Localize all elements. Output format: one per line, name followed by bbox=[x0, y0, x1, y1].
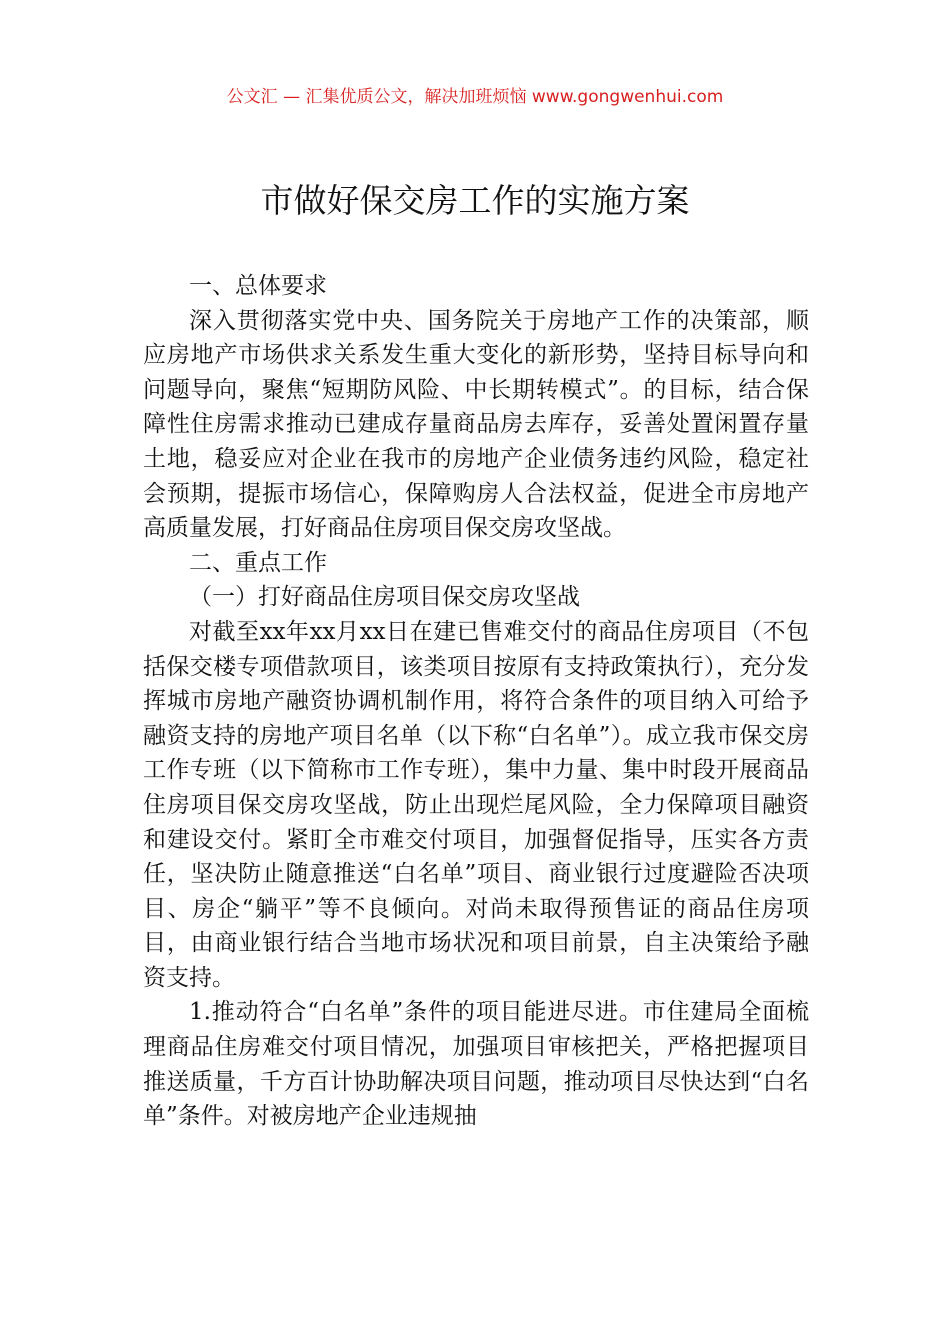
paragraph: 对截至xx年xx月xx日在建已售难交付的商品住房项目（不包括保交楼专项借款项目，该类项目按原有支持政策执行），充分发挥城市房地产融资协调机制作用，将符合条件的项目纳入可给予融资支持的房地产项目名单（以下称“白名单”）。成立我市保交房工作专班（以下简称市工作专班），集中力量、集中时段开展商品住房项目保交房攻坚战，防止出现烂尾风险，全力保障项目融资和建设交付。紧盯全市难交付项目，加强督促指导，压实各方责任，坚决防止随意推送“白名单”项目、商业银行过度避险否决项目、房企“躺平”等不良倾向。对尚未取得预售证的商品住房项目，由商业银行结合当地市场状况和项目前景，自主决策给予融资支持。 bbox=[143, 618, 809, 991]
paragraph: 深入贯彻落实党中央、国务院关于房地产工作的决策部，顺应房地产市场供求关系发生重大变化的新形势，坚持目标导向和问题导向，聚焦“短期防风险、中长期转模式”。的目标，结合保障性住房需求推动已建成存量商品房去库存，妥善处置闲置存量土地，稳妥应对企业在我市的房地产企业债务违约风险，稳定社会预期，提振市场信心，保障购房人合法权益，促进全市房地产高质量发展，打好商品住房项目保交房攻坚战。 bbox=[143, 307, 809, 542]
subsection-heading: （一）打好商品住房项目保交房攻坚战 bbox=[189, 584, 580, 611]
header-banner: 公文汇 — 汇集优质公文，解决加班烦恼 www.gongwenhui.com bbox=[226, 87, 724, 107]
section-heading: 二、重点工作 bbox=[189, 549, 327, 576]
document-title: 市做好保交房工作的实施方案 bbox=[260, 181, 690, 220]
paragraph: 1.推动符合“白名单”条件的项目能进尽进。市住建局全面梳理商品住房难交付项目情况，加强项目审核把关，严格把握项目推送质量，千方百计协助解决项目问题，推动项目尽快达到“白名单”条件。对被房地产企业违规抽 bbox=[143, 999, 809, 1130]
section-heading: 一、总体要求 bbox=[189, 273, 327, 299]
document-body bbox=[143, 269, 809, 1134]
